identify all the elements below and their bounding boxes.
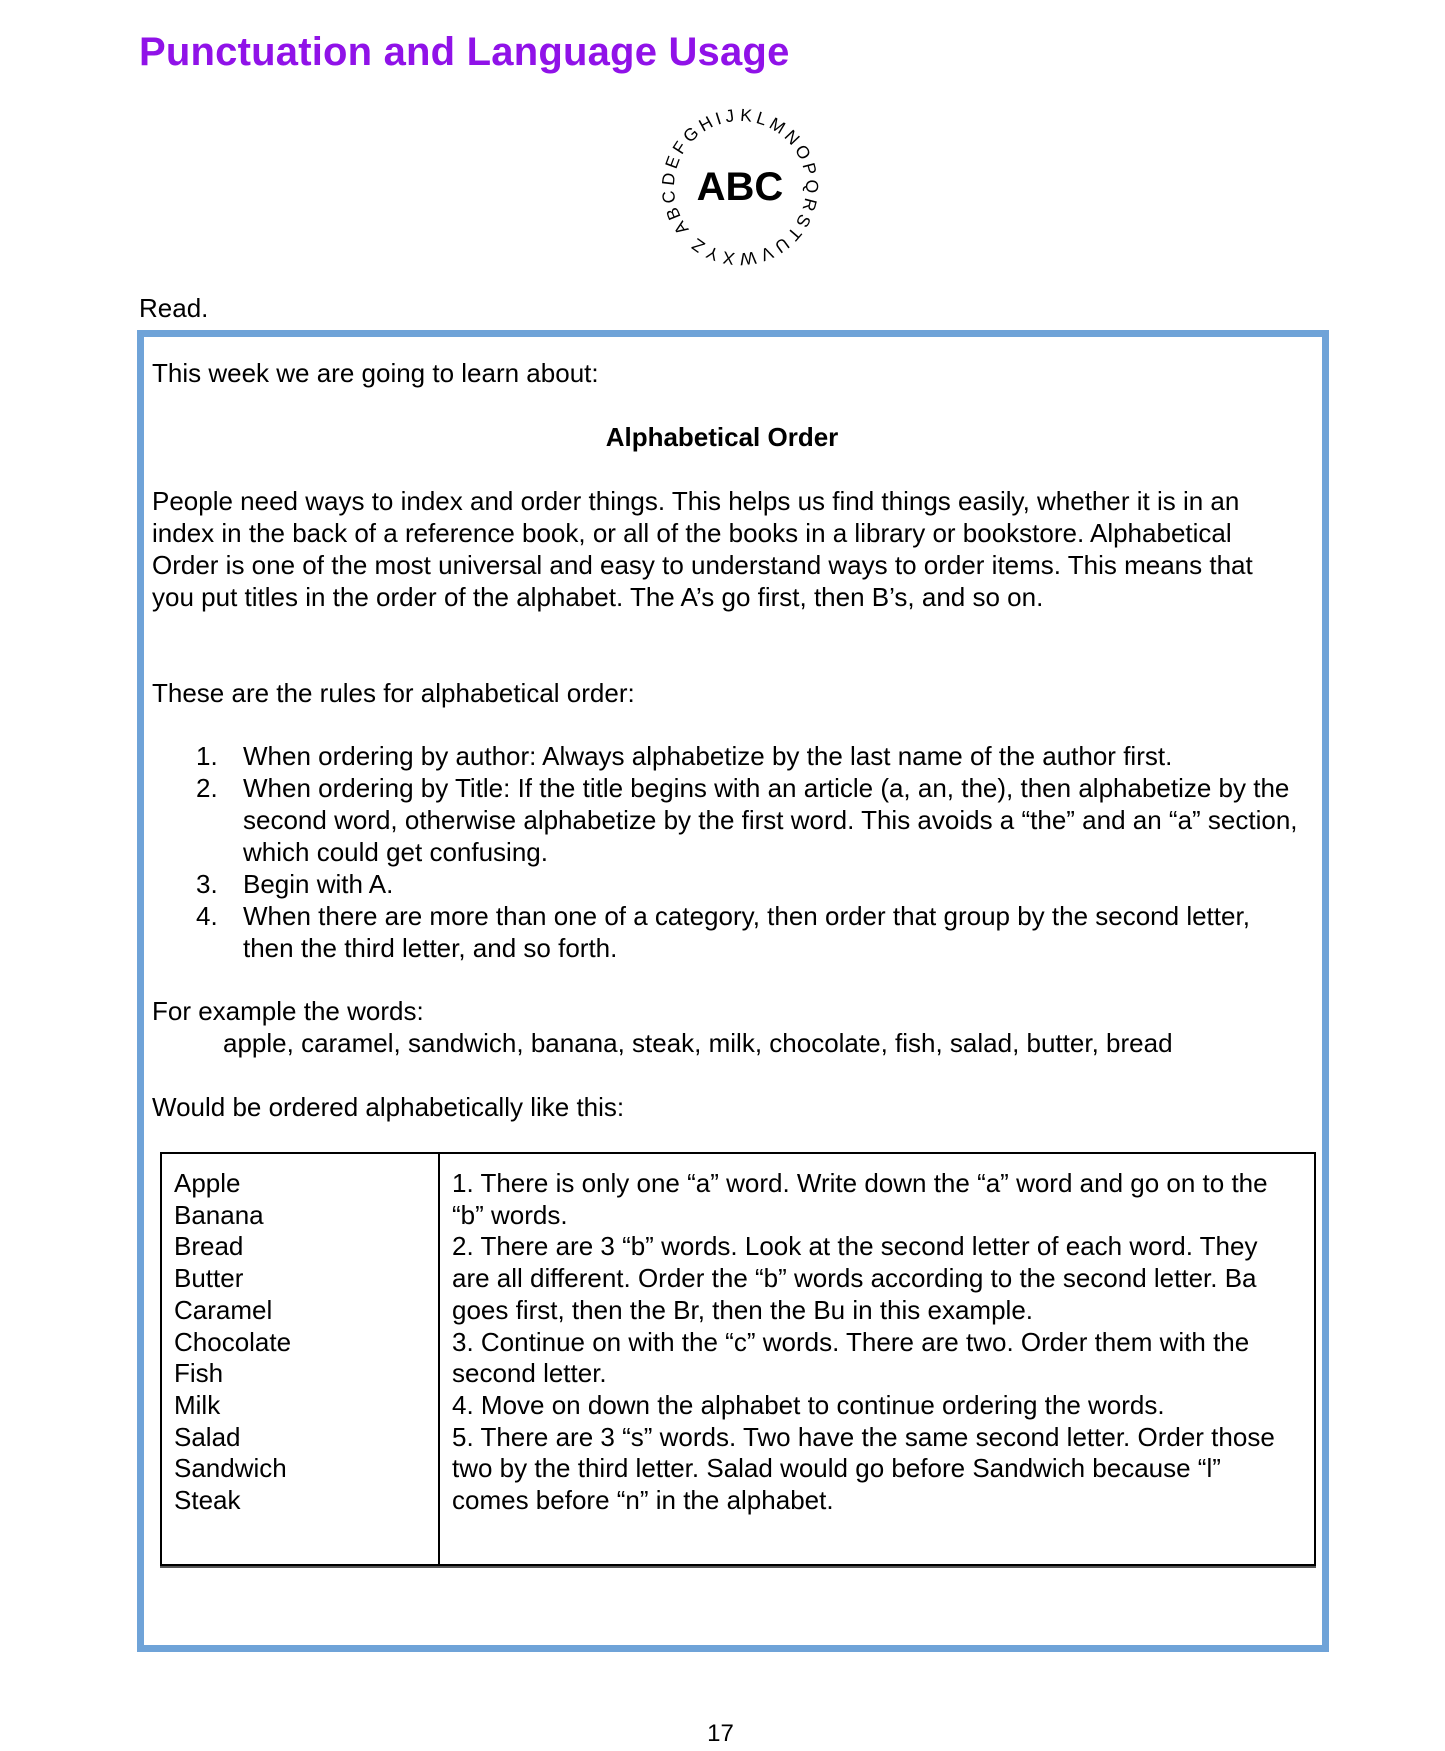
ordering-step: 1. There is only one “a” word. Write down the “a” word and go on to the “b” words. — [452, 1168, 1268, 1230]
ordered-word: Sandwich — [174, 1453, 287, 1484]
ordered-intro: Would be ordered alphabetically like this: — [152, 1092, 625, 1122]
ordered-word: Butter — [174, 1263, 244, 1294]
logo-ring-text: KLMNOPQRSTUVWXYZ ABCDEFGHIJ — [657, 104, 823, 270]
ordered-word: Salad — [174, 1421, 241, 1452]
alphabetical-order-table — [160, 1152, 1316, 1566]
ordered-word: Chocolate — [174, 1326, 292, 1357]
ordered-word: Bread — [174, 1231, 244, 1262]
ordering-steps-cell — [439, 1153, 1315, 1565]
alphabet-circle-logo-icon — [655, 102, 825, 272]
logo-center-text: ABC — [696, 165, 784, 209]
explanation-paragraph: People need ways to index and order things. This helps us find things easily, whether it is in an index in the back of a reference book, or all of the books in a library or bookstore. Alphabetical Order is one of the most universal and easy to understand ways to order items. This means that you put titles in the order of the alphabet. The A’s go first, then B’s, and so on. — [152, 486, 1253, 612]
table-row — [161, 1153, 1315, 1565]
page-title: Punctuation and Language Usage — [139, 30, 790, 74]
rule-item — [152, 772, 1302, 868]
rule-text: When ordering by Title: If the title begins with an article (a, an, the), then alphabetize by the second word, otherwise alphabetize by the first word. This avoids a “the” and an “a” section, which could get confusing. — [243, 773, 1298, 867]
rule-number: 3. — [196, 869, 218, 899]
ordering-step: 2. There are 3 “b” words. Look at the second letter of each word. They are all different. Order the “b” words according to the second letter. Ba goes first, then the Br, then the Bu in this example. — [452, 1231, 1258, 1325]
rule-text: When there are more than one of a category, then order that group by the second letter, then the third letter, and so forth. — [243, 901, 1250, 963]
ordered-word: Milk — [174, 1389, 221, 1420]
rule-number: 1. — [196, 741, 218, 771]
rule-item — [152, 900, 1302, 964]
ordered-word: Fish — [174, 1358, 224, 1389]
example-word-list: apple, caramel, sandwich, banana, steak, milk, chocolate, fish, salad, butter, bread — [223, 1028, 1173, 1058]
rule-item — [152, 740, 1302, 772]
ordering-step: 3. Continue on with the “c” words. There are two. Order them with the second letter. — [452, 1326, 1250, 1389]
ordering-step: 5. There are 3 “s” words. Two have the same second letter. Order those two by the third letter. Salad would go before Sandwich because “l” comes before “n” in the alphabet. — [452, 1421, 1275, 1516]
rules-intro: These are the rules for alphabetical order: — [152, 678, 635, 708]
ordering-step: 4. Move on down the alphabet to continue ordering the words. — [452, 1389, 1165, 1420]
read-instruction: Read. — [139, 293, 209, 323]
page-number: 17 — [707, 1720, 734, 1747]
example-intro: For example the words: — [152, 996, 424, 1026]
ordered-words-cell — [161, 1153, 439, 1565]
ordered-word: Banana — [174, 1199, 264, 1230]
ordered-word: Steak — [174, 1485, 241, 1516]
rules-list — [152, 740, 1302, 964]
reading-box — [137, 330, 1329, 1652]
rule-number: 4. — [196, 901, 218, 931]
rule-text: Begin with A. — [243, 869, 394, 899]
rule-text: When ordering by author: Always alphabetize by the last name of the author first. — [243, 741, 1173, 771]
rule-number: 2. — [196, 773, 218, 803]
ordered-word: Caramel — [174, 1294, 273, 1325]
ordered-word: Apple — [174, 1168, 241, 1198]
intro-text: This week we are going to learn about: — [152, 358, 599, 388]
section-subtitle: Alphabetical Order — [605, 422, 839, 452]
rule-item — [152, 868, 1302, 900]
